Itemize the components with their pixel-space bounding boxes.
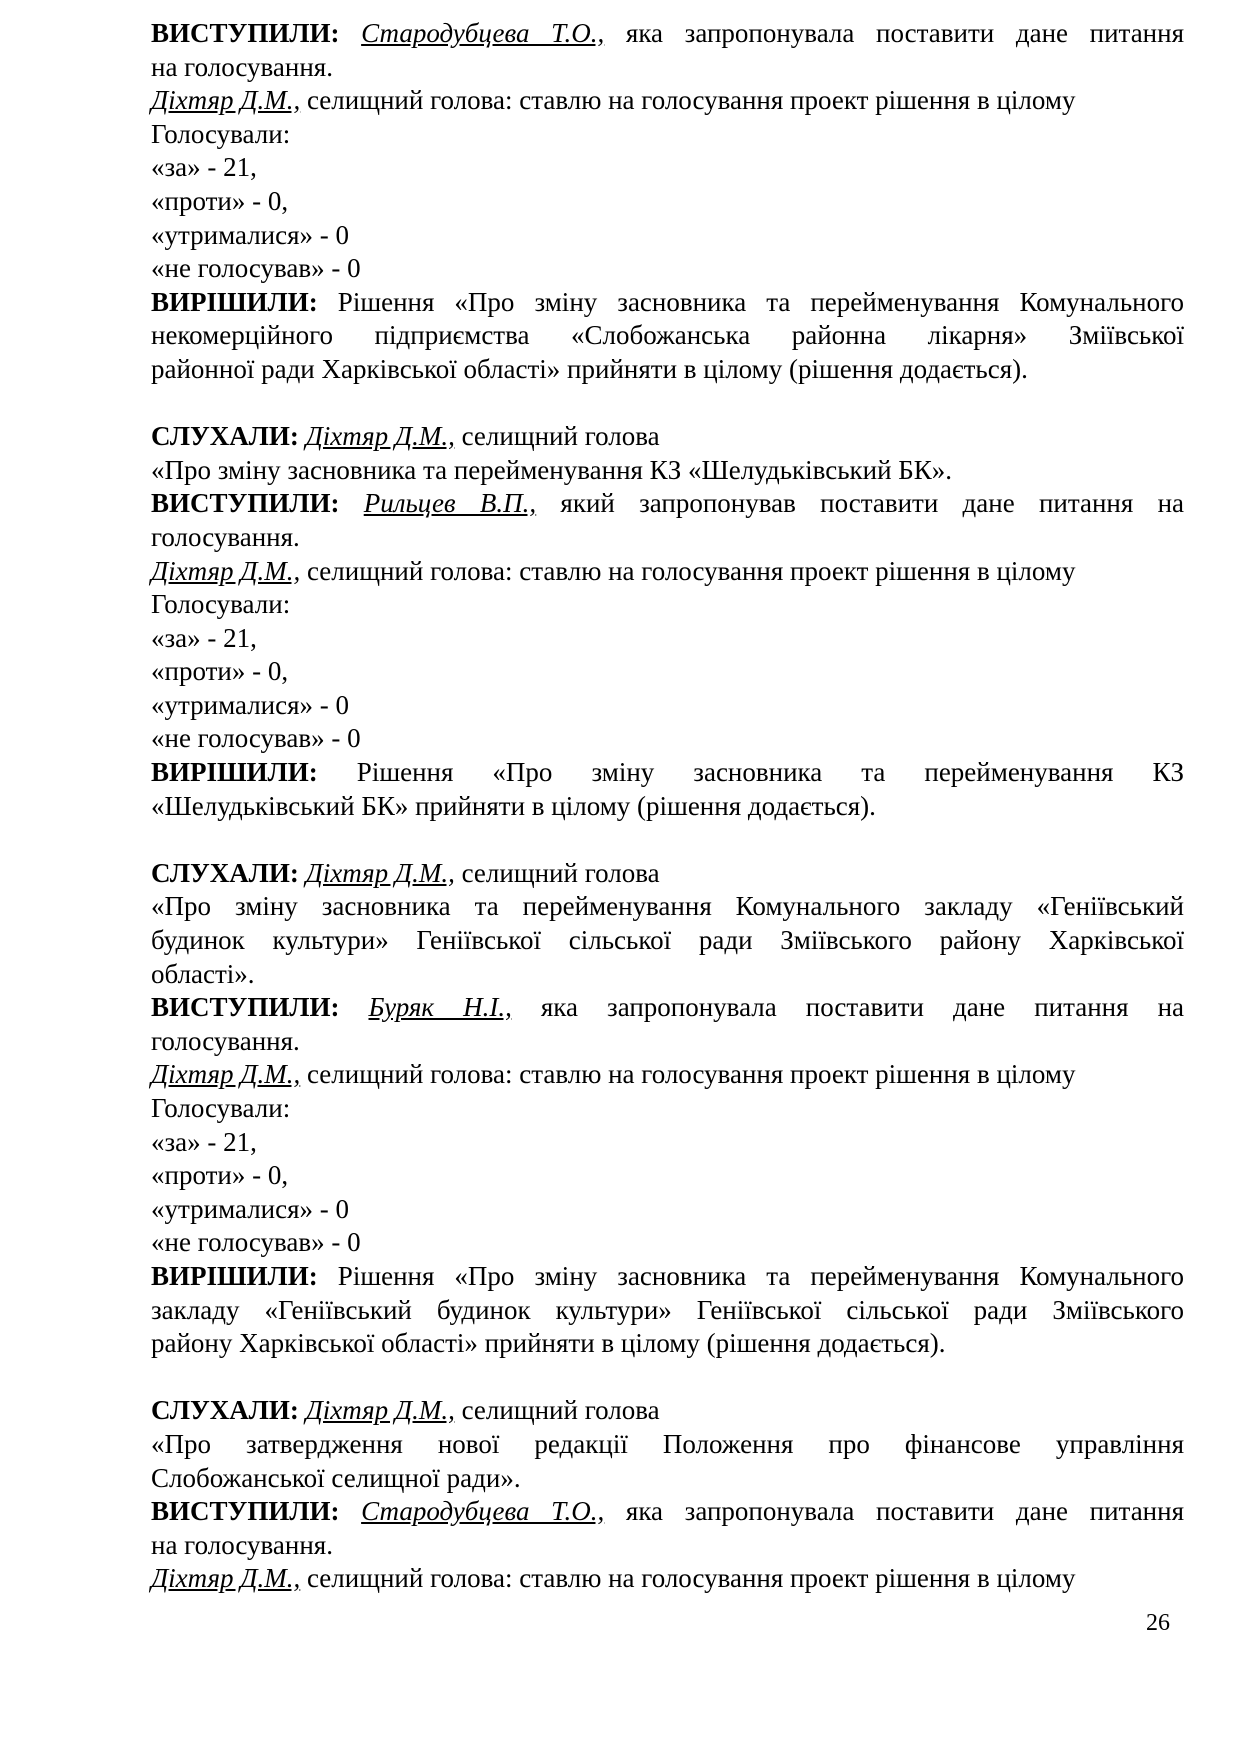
body-text: голосування. [151,521,300,552]
text-line [151,722,1184,756]
text-line [151,790,1184,824]
text-line [151,185,1184,219]
body-text: селищний голова: ставлю на голосування проект рішення в цілому [300,1059,1076,1090]
body-text: «не голосував» - 0 [151,723,361,754]
text-line [151,1260,1184,1294]
text-line [151,1226,1184,1260]
body-text: районної ради Харківської області» прийняти в цілому (рішення додається). [151,353,1028,384]
text-line [151,924,1184,958]
body-text: «за» - 21, [151,622,257,653]
text-line [151,420,1184,454]
body-text: голосування. [151,1025,300,1056]
text-line [151,1327,1184,1361]
text-line [151,622,1184,656]
text-line [151,252,1184,286]
speaker-name: Діхтяр Д.М., [151,85,301,116]
body-text: Рішення «Про зміну засновника та перейменування Комунального [317,1260,1184,1291]
body-text: «утрималися» - 0 [151,689,350,720]
body-text: Голосували: [151,1093,291,1123]
text-line [151,1058,1184,1092]
body-text: який запропонував поставити дане питання на [536,488,1184,519]
body-text: «Про затвердження нової редакції Положення про фінансове управління [151,1428,1184,1459]
speaker-name: Діхтяр Д.М., [151,1563,301,1594]
section-label: ВИРІШИЛИ: [151,1260,318,1291]
body-text: Рішення «Про зміну засновника та перейменування Комунального [317,286,1184,317]
body-text [339,992,368,1022]
text-line [151,84,1184,118]
paragraph-gap [151,823,1184,857]
body-text: «не голосував» - 0 [151,253,361,284]
section-label: СЛУХАЛИ: [151,421,299,452]
body-text: «проти» - 0, [151,185,289,216]
text-line [151,1193,1184,1227]
text-line [151,487,1184,521]
speaker-name: Рильцев В.П., [363,488,537,519]
text-line [151,1394,1184,1428]
text-line [151,890,1184,924]
body-text: «проти» - 0, [151,656,289,687]
text-line [151,151,1184,185]
body-text: «утрималися» - 0 [151,219,350,250]
text-line [151,118,1184,152]
text-line [151,1462,1184,1496]
text-line [151,1495,1184,1529]
text-line [151,51,1184,85]
body-text: «Шелудьківський БК» прийняти в цілому (рішення додається). [151,790,876,821]
body-text: селищний голова [454,421,660,452]
body-text: «проти» - 0, [151,1160,289,1191]
section-label: СЛУХАЛИ: [151,857,299,888]
text-line [151,17,1184,51]
section-label: ВИСТУПИЛИ: [151,18,340,48]
body-text [299,1395,306,1425]
speaker-name: Діхтяр Д.М., [151,555,301,586]
text-line [151,1092,1184,1126]
text-line [151,555,1184,589]
text-line [151,857,1184,891]
text-line [151,1529,1184,1563]
body-text: селищний голова [454,857,660,888]
body-text: «за» - 21, [151,152,257,183]
text-line [151,958,1184,992]
text-line [151,588,1184,622]
text-line [151,219,1184,253]
text-line [151,1428,1184,1462]
section-label: ВИРІШИЛИ: [151,286,318,317]
text-line [151,1025,1184,1059]
body-text [339,1496,361,1526]
body-text: області». [151,958,255,989]
minutes-text [151,17,1184,1596]
body-text: Рішення «Про зміну засновника та перейменування КЗ [317,757,1184,788]
body-text: Голосували: [151,589,291,620]
speaker-name: Діхтяр Д.М., [305,421,455,452]
body-text: на голосування. [151,51,333,82]
speaker-name: Діхтяр Д.М., [151,1059,301,1090]
body-text: Голосували: [151,118,291,149]
text-line [151,1126,1184,1160]
text-line [151,1159,1184,1193]
speaker-name: Стародубцева Т.О., [361,18,605,48]
body-text: яка запропонувала поставити дане питання [604,18,1184,48]
body-text: селищний голова [454,1395,660,1426]
body-text: на голосування. [151,1529,333,1560]
body-text: «за» - 21, [151,1126,257,1157]
body-text: селищний голова: ставлю на голосування проект рішення в цілому [300,85,1076,116]
text-line [151,1562,1184,1596]
section-label: ВИРІШИЛИ: [151,757,318,788]
body-text: селищний голова: ставлю на голосування проект рішення в цілому [300,1563,1076,1594]
speaker-name: Стародубцева Т.О., [361,1496,605,1527]
page-number: 26 [1146,1610,1170,1636]
section-label: ВИСТУПИЛИ: [151,992,340,1023]
body-text: «Про зміну засновника та перейменування КЗ «Шелудьківський БК». [151,454,953,485]
body-text: «утрималися» - 0 [151,1193,350,1224]
section-label: СЛУХАЛИ: [151,1395,299,1426]
body-text: «не голосував» - 0 [151,1227,361,1258]
text-line [151,756,1184,790]
body-text [299,858,306,888]
paragraph-gap [151,387,1184,421]
body-text: Слобожанської селищної ради». [151,1462,521,1493]
section-label: ВИСТУПИЛИ: [151,488,340,519]
body-text: будинок культури» Геніївської сільської ради Зміївського району Харківської [151,925,1184,956]
speaker-name: Буряк Н.І., [368,992,512,1023]
body-text: яка запропонувала поставити дане питання [604,1496,1184,1527]
text-line [151,689,1184,723]
body-text: яка запропонувала поставити дане питання на [511,992,1185,1023]
text-line [151,454,1184,488]
body-text: селищний голова: ставлю на голосування проект рішення в цілому [300,555,1076,586]
text-line [151,319,1184,353]
body-text: району Харківської області» прийняти в цілому (рішення додається). [151,1328,946,1359]
text-line [151,286,1184,320]
text-line [151,1294,1184,1328]
body-text [339,18,361,48]
text-line [151,655,1184,689]
text-line [151,521,1184,555]
body-text [299,421,306,451]
speaker-name: Діхтяр Д.М., [305,857,455,888]
body-text [339,488,363,518]
text-line [151,353,1184,387]
body-text: закладу «Геніївський будинок культури» Геніївської сільської ради Зміївського [151,1294,1184,1325]
speaker-name: Діхтяр Д.М., [305,1395,455,1426]
text-line [151,991,1184,1025]
body-text: некомерційного підприємства «Слобожанська районна лікарня» Зміївської [151,320,1184,351]
paragraph-gap [151,1361,1184,1395]
section-label: ВИСТУПИЛИ: [151,1496,340,1527]
body-text: «Про зміну засновника та перейменування Комунального закладу «Геніївський [151,891,1184,922]
